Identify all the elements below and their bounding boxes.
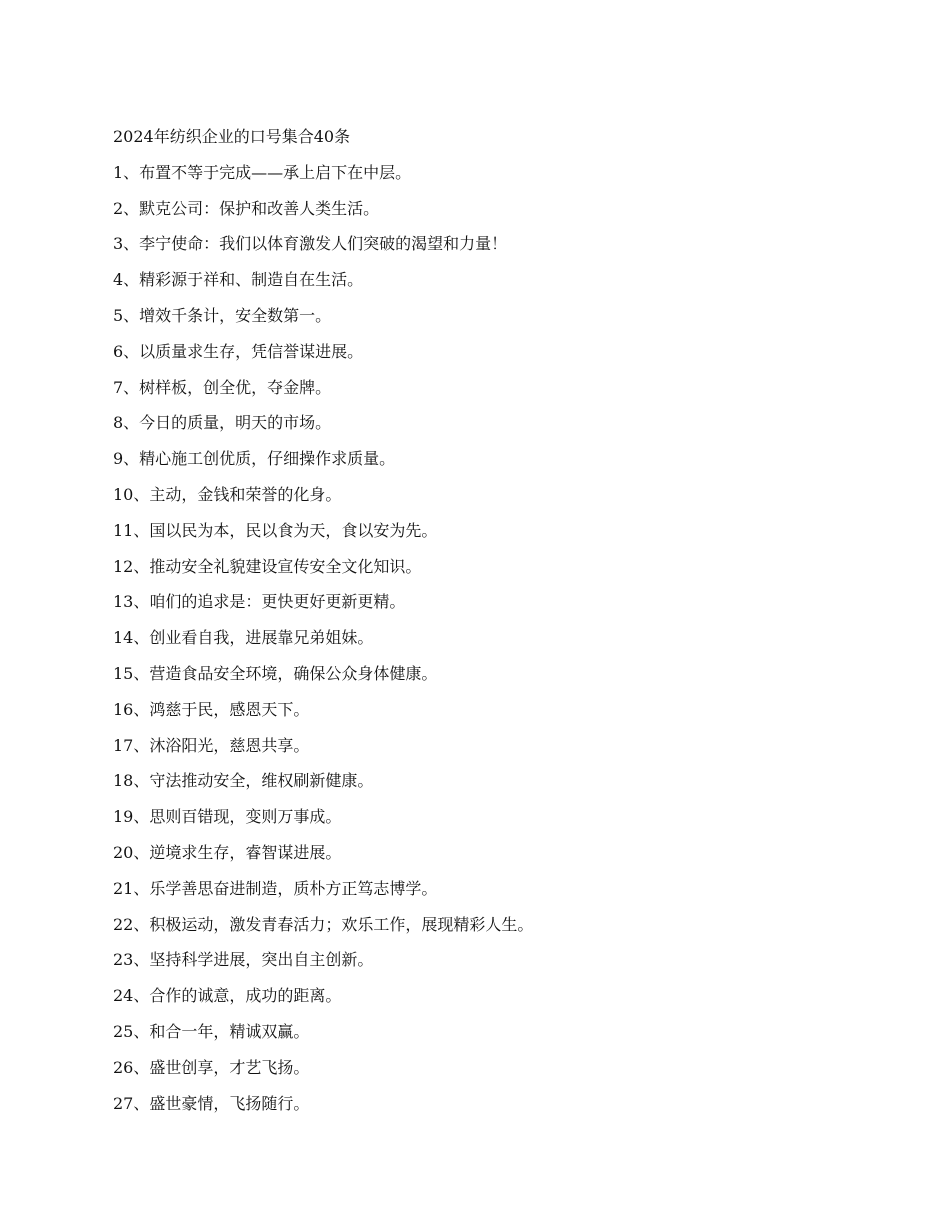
slogan-item: 2、默克公司：保护和改善人类生活。 (113, 198, 380, 218)
slogan-item: 10、主动，金钱和荣誉的化身。 (113, 484, 342, 504)
slogan-item: 19、思则百错现，变则万事成。 (113, 807, 342, 827)
slogan-item: 16、鸿慈于民，感恩天下。 (113, 699, 310, 719)
slogan-item: 3、李宁使命：我们以体育激发人们突破的渴望和力量！ (113, 234, 508, 254)
slogan-item: 8、今日的质量，明天的市场。 (113, 413, 332, 433)
slogan-item: 14、创业看自我，进展靠兄弟姐妹。 (113, 628, 374, 648)
slogan-item: 20、逆境求生存，睿智谋进展。 (113, 842, 342, 862)
slogan-item: 11、国以民为本，民以食为天，食以安为先。 (113, 520, 438, 540)
slogan-item: 23、坚持科学进展，突出自主创新。 (113, 950, 374, 970)
document-title: 2024年纺织企业的口号集合40条 (113, 127, 351, 146)
slogan-item: 7、树样板，创全优，夺金牌。 (113, 377, 332, 397)
slogan-item: 13、咱们的追求是：更快更好更新更精。 (113, 592, 406, 612)
slogan-item: 25、和合一年，精诚双赢。 (113, 1021, 310, 1041)
slogan-item: 21、乐学善思奋进制造，质朴方正笃志博学。 (113, 878, 438, 898)
slogan-item: 17、沐浴阳光，慈恩共享。 (113, 735, 310, 755)
slogan-item: 22、积极运动，激发青春活力；欢乐工作，展现精彩人生。 (113, 914, 534, 934)
slogan-item: 12、推动安全礼貌建设宣传安全文化知识。 (113, 556, 422, 576)
slogan-item: 5、增效千条计，安全数第一。 (113, 305, 332, 325)
slogan-item: 18、守法推动安全，维权刷新健康。 (113, 771, 374, 791)
slogan-item: 24、合作的诚意，成功的距离。 (113, 986, 342, 1006)
slogan-item: 4、精彩源于祥和、制造自在生活。 (113, 270, 364, 290)
slogan-item: 6、以质量求生存，凭信誉谋进展。 (113, 341, 364, 361)
slogan-item: 26、盛世创享，才艺飞扬。 (113, 1057, 310, 1077)
slogan-item: 27、盛世豪情，飞扬随行。 (113, 1093, 310, 1113)
slogan-item: 9、精心施工创优质，仔细操作求质量。 (113, 449, 396, 469)
document-body (113, 124, 893, 1126)
slogan-item: 1、布置不等于完成——承上启下在中层。 (113, 162, 412, 182)
slogan-list (113, 160, 893, 1117)
slogan-item: 15、营造食品安全环境，确保公众身体健康。 (113, 663, 438, 683)
